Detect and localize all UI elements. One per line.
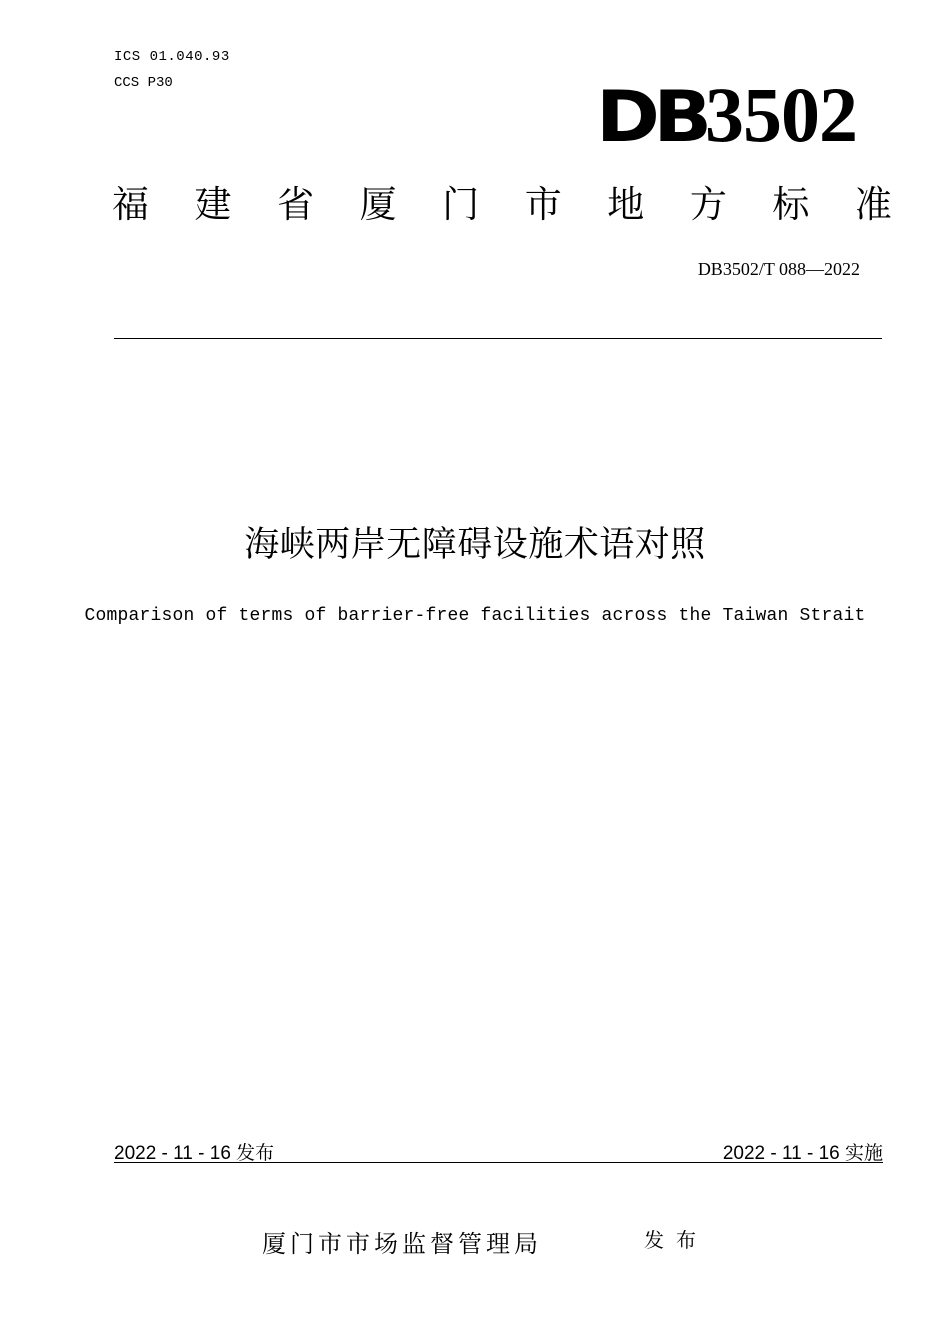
standard-type-char: 地: [607, 183, 645, 226]
db-letters: DB: [595, 76, 705, 158]
standard-type-char: 标: [772, 183, 810, 226]
db-standard-mark: [595, 71, 857, 158]
document-title-chinese: 海峡两岸无障碍设施术语对照: [244, 525, 706, 565]
bottom-divider: [114, 1162, 883, 1163]
standard-type-char: 福: [112, 183, 149, 226]
standard-type-char: 建: [194, 183, 232, 226]
ics-code: ICS 01.040.93: [114, 49, 230, 65]
standard-type-char: 方: [689, 183, 727, 226]
standard-type-char: 门: [442, 183, 480, 226]
ccs-code: CCS P30: [114, 75, 173, 91]
standard-type-char: 厦: [359, 183, 397, 226]
implementation-date: 2022 - 11 - 16 实施: [722, 1143, 883, 1164]
standard-type-char: 准: [854, 183, 892, 226]
standard-type-char: 省: [277, 183, 315, 226]
document-title-english: Comparison of terms of barrier-free facilities across the Taiwan Strait: [84, 606, 866, 626]
standard-type-heading: [112, 183, 892, 226]
top-divider: [114, 338, 882, 339]
standard-number: DB3502/T 088—2022: [697, 259, 860, 279]
standard-type-char: 市: [524, 183, 562, 226]
issue-label: 发布: [644, 1228, 708, 1252]
issue-date: 2022 - 11 - 16 发布: [114, 1143, 275, 1164]
db-code: 3502: [705, 71, 857, 158]
issuing-authority: 厦门市市场监督管理局: [262, 1230, 542, 1258]
